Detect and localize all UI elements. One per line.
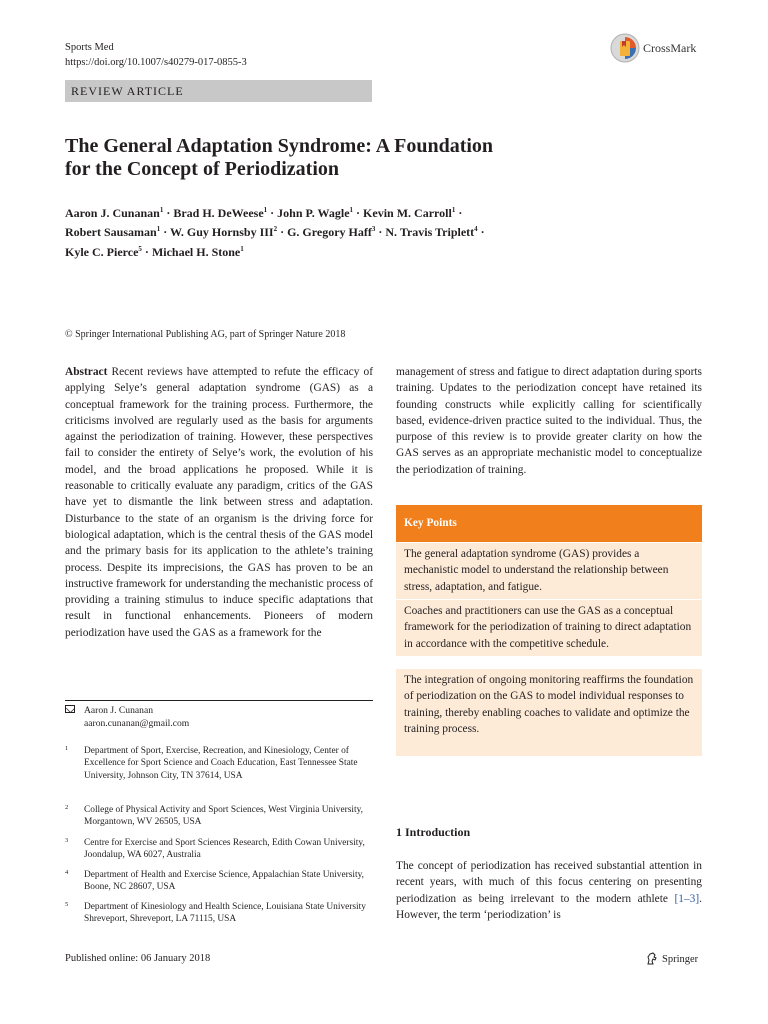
affiliation-number: 5 (65, 901, 69, 908)
affiliation-number: 3 (65, 837, 69, 844)
crossmark-icon (610, 33, 640, 63)
key-point-item: Coaches and practitioners can use the GAS as a conceptual framework for the periodization of training to direct adaptation in accordance with the competitive schedule. (396, 600, 702, 656)
author-name[interactable]: G. Gregory Haff (287, 225, 372, 240)
correspondence (65, 704, 373, 730)
author-name[interactable]: John P. Wagle (277, 206, 350, 220)
envelope-icon (65, 705, 75, 713)
title-line-2: for the Concept of Periodization (65, 158, 340, 180)
journal-header (65, 41, 247, 70)
publisher-name: Springer (662, 953, 699, 965)
author-name[interactable]: Kyle C. Pierce (65, 244, 139, 259)
abstract-left (65, 364, 373, 641)
affiliation (65, 869, 375, 894)
title-line-1: The General Adaptation Syndrome: A Foundation (65, 135, 494, 157)
article-title (65, 135, 545, 181)
author-aff: 1 (240, 244, 244, 253)
key-point-item: The general adaptation syndrome (GAS) provides a mechanistic model to understand the relationship between stress, adaptation, and fatigue. (396, 543, 702, 599)
citation-link[interactable]: [1–3] (674, 892, 700, 905)
affiliation-text: Department of Health and Exercise Science, Appalachian State University, Boone, NC 28607, USA (84, 870, 365, 893)
abstract-right: management of stress and fatigue to direct adaptation during sports training. Updates to the periodization concept have retained its founding constructs while explicitly calling for scientifically based, evidence-driven practice suited to the individual. Thus, the purpose of this review is to provide greater clarity on how the GAS serves as an appropriate mechanistic model to conceptualize the periodization of training. (396, 366, 702, 476)
springer-horse-icon (645, 952, 659, 966)
introduction-text (396, 858, 702, 923)
author-name[interactable]: Michael H. Stone (151, 244, 241, 259)
journal-name: Sports Med (65, 42, 114, 53)
author-line-2: Robert Sausaman$^1$ · W. Guy Hornsby $III^2 \cdot G$. Gregory Haff$^3$ · N. Travis Triplett$^4$ · (65, 225, 485, 240)
author-name[interactable]: Robert Sausaman (65, 225, 157, 240)
author-name[interactable]: Kevin M. Carroll (363, 206, 452, 220)
abstract-text-left: Recent reviews have attempted to refute the efficacy of applying Selye’s general adaptation syndrome (GAS) as a conceptual framework for the training process. Furthermore, the criticisms involved are regularly used as the basis for arguments against the periodization of training. However, these perspectives fail to consider the entirety of Selye’s work, the evolution of his model, and the broad applications he proposed. While it is reasonable to critically evaluate any paradigm, critics of the GAS have yet to dismantle the link between stress and adaptation. Disturbance to the state of an organism is the driving force for biological adaptation, which is the central thesis of the GAS model and the primary basis for its application to the athlete’s training process. Despite its imprecisions, the GAS has proven to be an instructive framework for understanding the mechanistic process of providing a training stimulus to induce specific adaptations that result in functional enhancements. Pioneers of modern periodization have used the GAS as a framework for the (65, 366, 374, 639)
author-list (65, 202, 585, 260)
affiliation (65, 804, 375, 829)
affiliation (65, 745, 375, 782)
author-aff: 3 (371, 225, 376, 234)
correspondence-email[interactable]: aaron.cunanan@gmail.com (84, 718, 190, 729)
crossmark-label: CrossMark (643, 40, 697, 55)
affiliation (65, 837, 375, 862)
author-name[interactable]: Aaron J. Cunanan (65, 206, 160, 220)
section-heading-introduction: 1 Introduction (396, 825, 471, 839)
publisher-logo (645, 952, 698, 966)
footnote-divider (65, 700, 373, 701)
affiliation-number: 1 (65, 745, 69, 752)
key-points-heading: Key Points (396, 505, 702, 542)
published-date: Published online: 06 January 2018 (65, 953, 211, 964)
author-aff: 1 (156, 225, 161, 234)
affiliation-number: 2 (65, 804, 69, 811)
author-aff: 1 (263, 206, 268, 214)
correspondence-name: Aaron J. Cunanan (84, 705, 154, 716)
author-aff: 1 (349, 206, 354, 214)
key-point-item: The integration of ongoing monitoring reaffirms the foundation of periodization on the GAS to model individual responses to training, thereby enabling coaches to validate and optimize the training process. (396, 669, 702, 756)
affiliation-text: Centre for Exercise and Sport Sciences Research, Edith Cowan University, Joondalup, WA 6027, Australia (84, 838, 365, 861)
affiliation-number: 4 (65, 869, 69, 876)
intro-text-after: . However, the term ‘periodization’ is (396, 892, 702, 921)
author-name[interactable]: Brad H. DeWeese (173, 206, 264, 220)
intro-text-before: The concept of periodization has received substantial attention in recent years, with much of this focus centering on presenting periodization as being irrelevant to the modern athlete (396, 860, 702, 905)
affiliation-text: Department of Kinesiology and Health Science, Louisiana State University Shreveport, Shreveport, LA 71115, USA (84, 902, 366, 925)
author-aff: 2 (273, 225, 278, 234)
author-aff: 1 (451, 206, 456, 214)
author-aff: 5 (138, 244, 142, 253)
crossmark-badge[interactable] (610, 32, 730, 64)
author-line-3: Kyle C. Pierce$^5$ · Michael H. Stone$^1$ (65, 244, 244, 259)
author-line-1: Aaron J. Cunanan$^1$ · Brad H. DeWeese$^1$ · John P. Wagle$^1$ · Kevin M. Carroll$^1$ · (65, 206, 463, 220)
doi-link[interactable]: https://doi.org/10.1007/s40279-017-0855-3 (65, 56, 247, 68)
affiliation-text: Department of Sport, Exercise, Recreation, and Kinesiology, Center of Excellence for Sport Science and Coach Education, East Tennessee State University, Johnson City, TN 37614, USA (84, 746, 358, 781)
abstract-label: Abstract (65, 366, 108, 378)
copyright-notice: © Springer International Publishing AG, part of Springer Nature 2018 (65, 329, 346, 340)
author-name[interactable]: W. Guy Hornsby III (169, 225, 274, 240)
affiliation-text: College of Physical Activity and Sport Sciences, West Virginia University, Morgantown, WV 26505, USA (84, 805, 364, 828)
article-type-banner: REVIEW ARTICLE (65, 80, 372, 102)
author-aff: 4 (474, 225, 478, 234)
affiliation (65, 901, 375, 926)
author-aff: 1 (159, 206, 164, 214)
author-name[interactable]: N. Travis Triplett (385, 225, 475, 240)
